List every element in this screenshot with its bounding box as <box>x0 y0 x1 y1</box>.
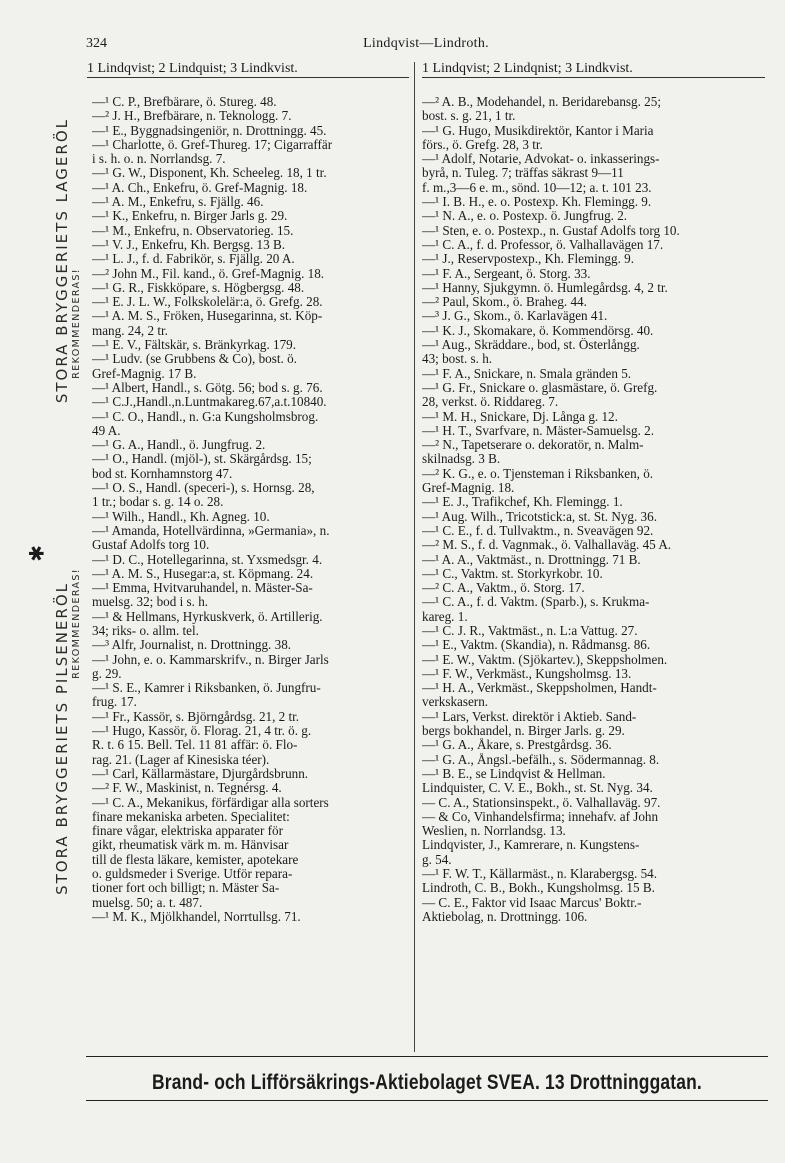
directory-entry-line: R. t. 6 15. Bell. Tel. 11 81 affär: ö. Flo- <box>92 738 298 753</box>
directory-entry-line: —² M. S., f. d. Vagnmak., ö. Valhallaväg. 45 A. <box>422 538 672 553</box>
directory-entry-line: mang. 24, 2 tr. <box>92 323 168 338</box>
margin-ad-pilsenerol-recommend: REKOMMENDERAS! <box>71 568 82 679</box>
directory-entry-line: — C. E., Faktor vid Isaac Marcus' Boktr.- <box>422 895 642 910</box>
directory-entry-line: —¹ John, e. o. Kammarskrifv., n. Birger Jarls <box>92 652 329 667</box>
directory-entry-line: —¹ C. A., f. d. Vaktm. (Sparb.), s. Krukma- <box>422 595 650 610</box>
directory-entry-line: —¹ C.J.,Handl.,n.Luntmakareg.67,a.t.10840. <box>92 395 327 410</box>
directory-entry-line: frug. 17. <box>92 695 137 710</box>
directory-entry-line: —¹ Aug., Skräddare., bod, st. Österlångg. <box>422 338 640 353</box>
directory-entry-line: 1 tr.; bodar s. g. 14 o. 28. <box>92 495 224 510</box>
margin-ad-pilsenerol: STORA BRYGGERIETS PILSENERÖL <box>53 582 71 895</box>
directory-entry-line: —¹ Fr., Kassör, s. Björngårdsg. 21, 2 tr. <box>92 709 300 724</box>
directory-entry-line: —¹ K. J., Skomakare, ö. Kommendörsg. 40. <box>422 323 654 338</box>
directory-entry-line: —¹ J., Reservpostexp., Kh. Flemingg. 9. <box>422 252 634 267</box>
directory-entry-line: Gref-Magnig. 17 B. <box>92 366 197 381</box>
directory-entry-line: verkskasern. <box>422 695 489 710</box>
directory-entry-line: g. 29. <box>92 666 122 681</box>
directory-entry-line: —¹ & Hellmans, Hyrkuskverk, ö. Artillerig. <box>92 609 323 624</box>
star-icon: ✱ <box>24 545 48 562</box>
directory-entry-line: —¹ G. Hugo, Musikdirektör, Kantor i Maria <box>422 123 654 138</box>
directory-entry-line: —¹ E. V., Fältskär, s. Bränkyrkag. 179. <box>92 338 297 353</box>
directory-entry-line: —¹ G. A., Åkare, s. Prestgårdsg. 36. <box>422 738 612 753</box>
directory-entry-line: rag. 21. (Lager af Kinesiska téer). <box>92 752 270 767</box>
directory-entry-line: 28, verkst. ö. Riddareg. 7. <box>422 395 559 410</box>
directory-entry-line: —¹ G. A., Handl., ö. Jungfrug. 2. <box>92 438 266 453</box>
directory-entry-line: —² N., Tapetserare o. dekoratör, n. Malm- <box>422 438 644 453</box>
directory-entry-line: —¹ F. W., Verkmäst., Kungsholmsg. 13. <box>422 666 632 681</box>
directory-entry-line: —¹ C. A., f. d. Professor, ö. Valhallavägen 17. <box>422 237 664 252</box>
right-column-head: 1 Lindqvist; 2 Lindqnist; 3 Lindkvist. <box>422 61 765 78</box>
running-head: Lindqvist—Lindroth. <box>363 36 489 51</box>
directory-entry-line: muelsg. 50; a. t. 487. <box>92 895 203 910</box>
directory-entry-line: kareg. 1. <box>422 609 468 624</box>
directory-entry-line: —¹ A. M., Enkefru, s. Fjällg. 46. <box>92 195 264 210</box>
right-column <box>422 95 766 924</box>
directory-entry-line: —¹ S. E., Kamrer i Riksbanken, ö. Jungfru- <box>92 681 321 696</box>
directory-entry-line: 43; bost. s. h. <box>422 352 493 367</box>
directory-entry-line: —¹ B. E., se Lindqvist & Hellman. <box>422 766 606 781</box>
directory-entry-line: f. m.,3—6 e. m., sönd. 10—12; a. t. 101 23. <box>422 180 652 195</box>
directory-entry-line: 34; riks- o. allm. tel. <box>92 623 199 638</box>
directory-entry-line: —² J. H., Brefbärare, n. Teknologg. 7. <box>92 109 292 124</box>
directory-entry-line: —¹ C. P., Brefbärare, ö. Stureg. 48. <box>92 95 277 109</box>
directory-entry-line: tioner fort och billigt; n. Mäster Sa- <box>92 881 280 896</box>
directory-entry-line: —¹ Ludv. (se Grubbens & Co), bost. ö. <box>92 352 297 367</box>
directory-entry-line: till de flesta läkare, kemister, apotekare <box>92 852 299 867</box>
directory-entry-line: —¹ O. S., Handl. (speceri-), s. Hornsg. 28, <box>92 481 315 496</box>
directory-entry-line: —¹ A. M. S., Fröken, Husegarinna, st. Köp- <box>92 309 323 324</box>
directory-entry-line: —¹ N. A., e. o. Postexp. ö. Jungfrug. 2. <box>422 209 628 224</box>
directory-entry-line: —¹ G. R., Fiskköpare, s. Högbergsg. 48. <box>92 280 305 295</box>
directory-entry-line: finare mekaniska arbeten. Specialitet: <box>92 809 290 824</box>
directory-entry-line: —¹ A. Ch., Enkefru, ö. Gref-Magnig. 18. <box>92 180 308 195</box>
directory-entry-line: —² A. B., Modehandel, n. Beridarebansg. 25; <box>422 95 661 109</box>
directory-entry-line: förs., ö. Grefg. 28, 3 tr. <box>422 137 543 152</box>
directory-entry-line: —¹ I. B. H., e. o. Postexp. Kh. Flemingg. 9. <box>422 195 652 210</box>
directory-entry-line: —³ J. G., Skom., ö. Karlavägen 41. <box>422 309 608 324</box>
column-divider <box>414 62 415 1052</box>
directory-entry-line: muelsg. 32; bod i s. h. <box>92 595 209 610</box>
directory-entry-line: —¹ E., Vaktm. (Skandia), n. Rådmansg. 86. <box>422 638 651 653</box>
directory-entry-line: 49 A. <box>92 423 121 438</box>
directory-entry-line: Gref-Magnig. 18. <box>422 481 515 496</box>
directory-entry-line: —¹ G. A., Ångsl.-befälh., s. Södermannag. 8. <box>422 752 660 767</box>
directory-entry-line: gikt, rheumatisk värk m. m. Hänvisar <box>92 838 289 853</box>
directory-entry-line: —¹ F. A., Snickare, n. Smala gränden 5. <box>422 366 632 381</box>
footer-rule-bottom <box>86 1100 768 1101</box>
directory-entry-line: —² John M., Fil. kand., ö. Gref-Magnig. 18. <box>92 266 325 281</box>
directory-entry-line: Lindroth, C. B., Bokh., Kungsholmsg. 15 B. <box>422 881 655 896</box>
directory-entry-line: Lindqvister, J., Kamrerare, n. Kungstens- <box>422 838 640 853</box>
directory-entry-line: —¹ C. A., Mekanikus, förfärdigar alla sorters <box>92 795 329 810</box>
directory-entry-line: —¹ A. M. S., Husegar:a, st. Köpmang. 24. <box>92 566 314 581</box>
directory-entry-line: bost. s. g. 21, 1 tr. <box>422 109 516 124</box>
directory-entry-line: finare vågar, elektriska apparater för <box>92 824 283 839</box>
directory-entry-line: Gustaf Adolfs torg 10. <box>92 538 210 553</box>
directory-entry-line: —¹ G. W., Disponent, Kh. Scheeleg. 18, 1 tr. <box>92 166 327 181</box>
margin-ad-lagerol: STORA BRYGGERIETS LAGERÖL <box>53 118 71 404</box>
directory-entry-line: —¹ H. T., Svarfvare, n. Mäster-Samuelsg. 2. <box>422 423 655 438</box>
directory-entry-line: g. 54. <box>422 852 452 867</box>
directory-entry-line: bergs bokhandel, n. Birger Jarls. g. 29. <box>422 724 625 739</box>
directory-entry-line: —¹ Emma, Hvitvaruhandel, n. Mäster-Sa- <box>92 581 313 596</box>
directory-entry-line: —¹ Adolf, Notarie, Advokat- o. inkasserings- <box>422 152 660 167</box>
directory-entry-line: —² C. A., Vaktm., ö. Storg. 17. <box>422 581 585 596</box>
directory-entry-line: —¹ Charlotte, ö. Gref-Thureg. 17; Cigarraffär <box>92 137 333 152</box>
directory-entry-line: —¹ G. Fr., Snickare o. glasmästare, ö. Grefg. <box>422 380 658 395</box>
directory-entry-line: —¹ E. J., Trafikchef, Kh. Flemingg. 1. <box>422 495 623 510</box>
directory-entry-line: —¹ H. A., Verkmäst., Skeppsholmen, Handt- <box>422 681 657 696</box>
footer-advertisement: Brand- och Lifförsäkrings-Aktiebolaget SVEA. 13 Drottninggatan. <box>152 1071 702 1094</box>
directory-entry-line: —¹ M., Enkefru, n. Observatorieg. 15. <box>92 223 294 238</box>
directory-entry-line: o. guldsmeder i Sverige. Utför repara- <box>92 867 293 882</box>
directory-entry-line: —³ Alfr, Journalist, n. Drottningg. 38. <box>92 638 292 653</box>
directory-entry-line: —¹ K., Enkefru, n. Birger Jarls g. 29. <box>92 209 288 224</box>
directory-entry-line: —¹ Albert, Handl., s. Götg. 56; bod s. g. 76. <box>92 380 323 395</box>
directory-entry-line: skilnadsg. 3 B. <box>422 452 501 467</box>
directory-entry-line: Lindquister, C. V. E., Bokh., st. St. Nyg. 34. <box>422 781 653 796</box>
directory-entry-line: — & Co, Vinhandelsfirma; innehafv. af John <box>422 809 659 824</box>
directory-entry-line: i s. h. o. n. Norrlandsg. 7. <box>92 152 226 167</box>
directory-entry-line: —¹ Wilh., Handl., Kh. Agneg. 10. <box>92 509 270 524</box>
page-number: 324 <box>86 36 107 51</box>
directory-entry-line: Weslien, n. Norrlandsg. 13. <box>422 824 566 839</box>
directory-entry-line: —¹ O., Handl. (mjöl-), st. Skärgårdsg. 15; <box>92 452 312 467</box>
directory-entry-line: —¹ Amanda, Hotellvärdinna, »Germania», n. <box>92 523 330 538</box>
directory-entry-line: —¹ Carl, Källarmästare, Djurgårdsbrunn. <box>92 766 309 781</box>
left-column-head: 1 Lindqvist; 2 Lindquist; 3 Lindkvist. <box>87 61 409 78</box>
directory-entry-line: —¹ F. W. T., Källarmäst., n. Klarabergsg. 54. <box>422 867 658 882</box>
directory-entry-line: byrå, n. Tuleg. 7; träffas säkrast 9—11 <box>422 166 624 181</box>
margin-ad-lagerol-recommend: REKOMMENDERAS! <box>71 268 82 379</box>
directory-entry-line: —¹ E. W., Vaktm. (Sjökartev.), Skeppsholmen. <box>422 652 668 667</box>
directory-entry-line: —¹ Hugo, Kassör, ö. Florag. 21, 4 tr. ö. g. <box>92 724 312 739</box>
page-header <box>86 36 766 58</box>
left-column <box>92 95 410 924</box>
directory-entry-line: —¹ D. C., Hotellegarinna, st. Yxsmedsgr. 4. <box>92 552 323 567</box>
directory-entry-line: —¹ E., Byggnadsingeniör, n. Drottningg. 45. <box>92 123 327 138</box>
directory-entry-line: — C. A., Stationsinspekt., ö. Valhallaväg. 97. <box>422 795 661 810</box>
directory-entry-line: —¹ C. J. R., Vaktmäst., n. L:a Vattug. 27. <box>422 623 638 638</box>
directory-entry-line: —¹ A. A., Vaktmäst., n. Drottningg. 71 B. <box>422 552 641 567</box>
directory-entry-line: bod st. Kornhamnstorg 47. <box>92 466 233 481</box>
directory-entry-line: —¹ C., Vaktm. st. Storkyrkobr. 10. <box>422 566 603 581</box>
directory-entry-line: —¹ V. J., Enkefru, Kh. Bergsg. 13 B. <box>92 237 286 252</box>
directory-entry-line: —² K. G., e. o. Tjensteman i Riksbanken, ö. <box>422 466 654 481</box>
directory-entry-line: Aktiebolag, n. Drottningg. 106. <box>422 909 588 924</box>
directory-entry-line: —¹ E. J. L. W., Folkskolelär:a, ö. Grefg. 28. <box>92 295 323 310</box>
directory-entry-line: —¹ Lars, Verkst. direktör i Aktieb. Sand- <box>422 709 637 724</box>
directory-entry-line: —¹ Hanny, Sjukgymn. ö. Humlegårdsg. 4, 2 tr. <box>422 280 668 295</box>
directory-entry-line: —² Paul, Skom., ö. Braheg. 44. <box>422 295 587 310</box>
directory-entry-line: —¹ Sten, e. o. Postexp., n. Gustaf Adolfs torg 10. <box>422 223 680 238</box>
directory-entry-line: —¹ C. O., Handl., n. G:a Kungsholmsbrog. <box>92 409 319 424</box>
directory-entry-line: —¹ M. H., Snickare, Dj. Långa g. 12. <box>422 409 618 424</box>
footer-rule-top <box>86 1056 768 1057</box>
directory-entry-line: —¹ C. E., f. d. Tullvaktm., n. Sveavägen 92. <box>422 523 654 538</box>
directory-entry-line: —¹ F. A., Sergeant, ö. Storg. 33. <box>422 266 591 281</box>
directory-entry-line: —² F. W., Maskinist, n. Tegnérsg. 4. <box>92 781 282 796</box>
directory-entry-line: —¹ Aug. Wilh., Tricotstick:a, st. St. Nyg. 36. <box>422 509 657 524</box>
directory-entry-line: —¹ M. K., Mjölkhandel, Norrtullsg. 71. <box>92 909 301 924</box>
directory-entry-line: —¹ L. J., f. d. Fabrikör, s. Fjällg. 20 A. <box>92 252 295 267</box>
